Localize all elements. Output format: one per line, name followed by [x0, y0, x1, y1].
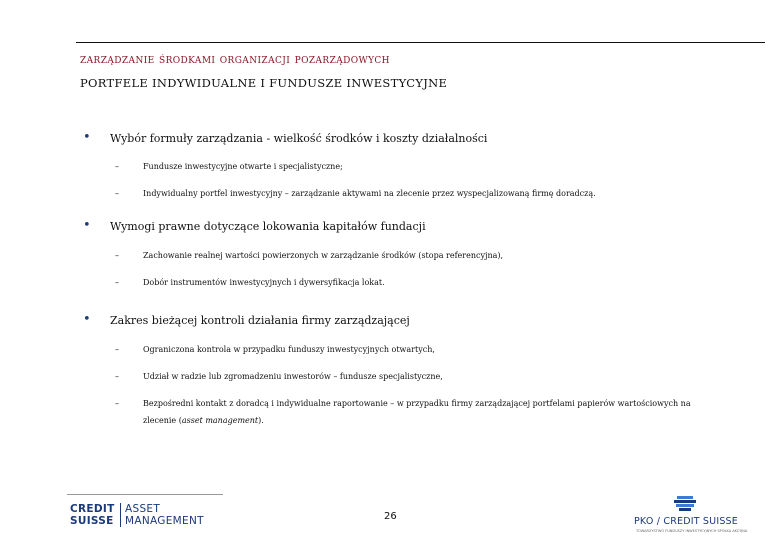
slide-title: zarządzanie środkami organizacji pozarządowych: [80, 51, 390, 66]
dash-icon: –: [115, 251, 119, 260]
bullet-icon: •: [83, 218, 91, 233]
dash-icon: –: [115, 189, 119, 198]
top-divider: [76, 42, 765, 43]
logo-separator: [120, 503, 121, 527]
slide-subtitle: PORTFELE INDYWIDUALNE I FUNDUSZE INWESTYCYJNE: [80, 76, 448, 90]
credit-suisse-asset-management-logo: CREDIT SUISSE ASSET MANAGEMENT: [70, 503, 204, 527]
bullet-icon: •: [83, 130, 91, 145]
pko-credit-suisse-logo: PKO / CREDIT SUISSE TOWARZYSTWO FUNDUSZY INWESTYCYJNYCH SPÓŁKA AKCYJNA: [628, 496, 732, 538]
dash-icon: –: [115, 278, 119, 287]
dash-icon: –: [115, 345, 119, 354]
footer-divider: [67, 494, 223, 495]
list-item-continuation: zlecenie (asset management).: [143, 416, 264, 425]
dash-icon: –: [115, 162, 119, 171]
dash-icon: –: [115, 372, 119, 381]
bullet-icon: •: [83, 312, 91, 327]
dash-icon: –: [115, 399, 119, 408]
page-number: 26: [384, 511, 397, 522]
sail-emblem-icon: [673, 496, 697, 514]
